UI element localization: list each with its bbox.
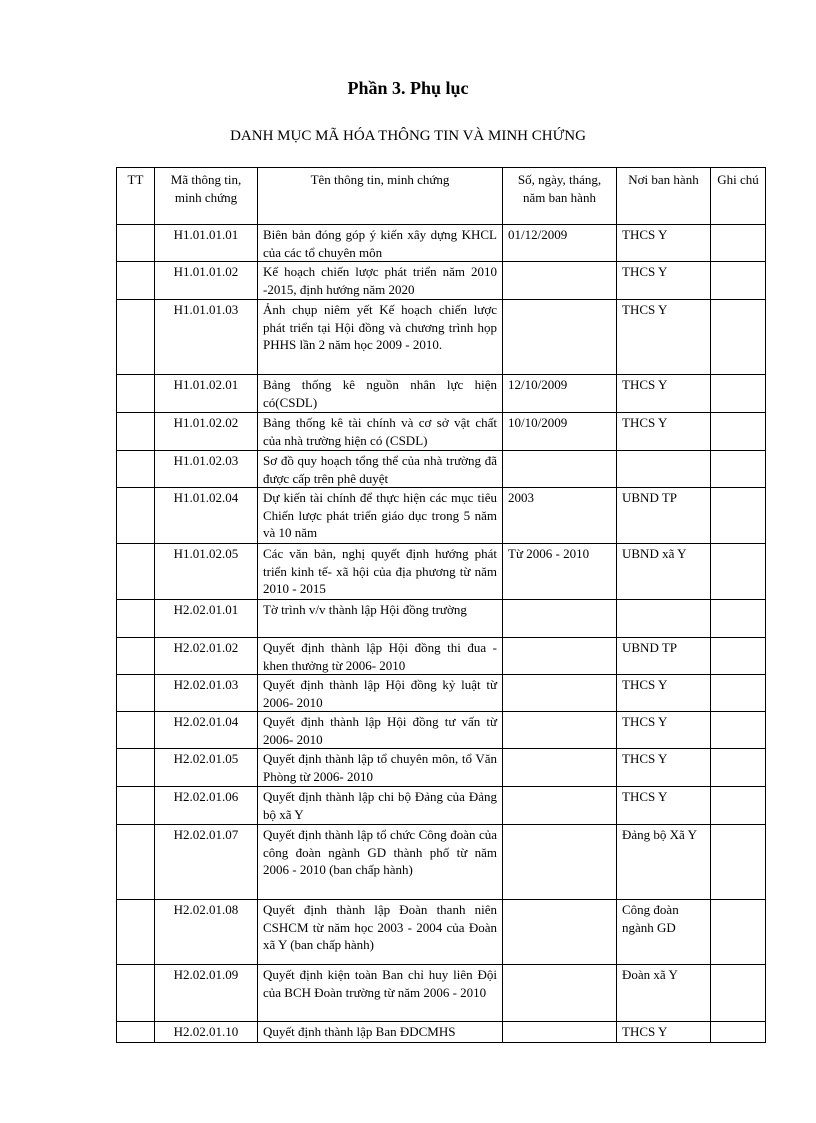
table-header-row (117, 168, 766, 225)
cell-org: UBND xã Y (617, 544, 711, 600)
cell-note (711, 787, 766, 825)
cell-code: H1.01.01.01 (155, 225, 258, 262)
cell-note (711, 600, 766, 638)
cell-name: Biên bản đóng góp ý kiến xây dựng KHCL của các tổ chuyên môn (258, 225, 503, 262)
cell-note (711, 712, 766, 749)
cell-note (711, 262, 766, 300)
cell-name: Bảng thống kê nguồn nhân lực hiện có(CSDL) (258, 375, 503, 413)
cell-date (503, 712, 617, 749)
cell-org: Đảng bộ Xã Y (617, 825, 711, 900)
cell-tt (117, 262, 155, 300)
cell-name: Sơ đồ quy hoạch tổng thể của nhà trường đã được cấp trên phê duyệt (258, 451, 503, 488)
cell-date (503, 900, 617, 965)
cell-note (711, 413, 766, 451)
cell-name: Các văn bản, nghị quyết định hướng phát triển kinh tế- xã hội của địa phương từ năm 2010 - 2015 (258, 544, 503, 600)
cell-name: Quyết định thành lập tổ chức Công đoàn của công đoàn ngành GD thành phố từ năm 2006 - 2010 (ban chấp hành) (258, 825, 503, 900)
cell-name: Ảnh chụp niêm yết Kế hoạch chiến lược phát triển tại Hội đồng và chương trình họp PHHS lần 2 năm học 2009 - 2010. (258, 300, 503, 375)
cell-name: Quyết định thành lập Ban ĐDCMHS (258, 1022, 503, 1043)
table-row (117, 638, 766, 675)
cell-code: H1.01.02.04 (155, 488, 258, 544)
cell-org: THCS Y (617, 712, 711, 749)
cell-note (711, 225, 766, 262)
cell-code: H2.02.01.08 (155, 900, 258, 965)
cell-note (711, 900, 766, 965)
table-row (117, 965, 766, 1022)
cell-tt (117, 638, 155, 675)
cell-name: Kế hoạch chiến lược phát triển năm 2010 -2015, định hướng năm 2020 (258, 262, 503, 300)
cell-tt (117, 675, 155, 712)
cell-org: UBND TP (617, 638, 711, 675)
cell-org: THCS Y (617, 675, 711, 712)
cell-tt (117, 544, 155, 600)
cell-date: 01/12/2009 (503, 225, 617, 262)
cell-org: THCS Y (617, 413, 711, 451)
cell-date (503, 825, 617, 900)
cell-date (503, 638, 617, 675)
cell-date: 10/10/2009 (503, 413, 617, 451)
header-org: Nơi ban hành (617, 168, 711, 225)
table-row (117, 413, 766, 451)
cell-date (503, 749, 617, 787)
page-subtitle: DANH MỤC MÃ HÓA THÔNG TIN VÀ MINH CHỨNG (230, 128, 586, 144)
cell-org: THCS Y (617, 262, 711, 300)
cell-code: H1.01.01.02 (155, 262, 258, 300)
table-row (117, 712, 766, 749)
cell-org: Đoàn xã Y (617, 965, 711, 1022)
table-row (117, 225, 766, 262)
cell-note (711, 825, 766, 900)
header-tt: TT (117, 168, 155, 225)
cell-code: H1.01.02.03 (155, 451, 258, 488)
cell-note (711, 300, 766, 375)
cell-date (503, 675, 617, 712)
cell-code: H2.02.01.09 (155, 965, 258, 1022)
cell-org: Công đoàn ngành GD (617, 900, 711, 965)
cell-note (711, 375, 766, 413)
cell-name: Quyết định thành lập Hội đồng thi đua - khen thưởng từ 2006- 2010 (258, 638, 503, 675)
cell-org: THCS Y (617, 749, 711, 787)
table-row (117, 300, 766, 375)
cell-org: THCS Y (617, 787, 711, 825)
table-row (117, 900, 766, 965)
cell-date (503, 787, 617, 825)
table-row (117, 600, 766, 638)
cell-date: Từ 2006 - 2010 (503, 544, 617, 600)
table-row (117, 262, 766, 300)
cell-date: 12/10/2009 (503, 375, 617, 413)
table-row (117, 787, 766, 825)
cell-tt (117, 300, 155, 375)
cell-note (711, 1022, 766, 1043)
header-name: Tên thông tin, minh chứng (258, 168, 503, 225)
table-row (117, 749, 766, 787)
table-row (117, 1022, 766, 1043)
cell-org: THCS Y (617, 300, 711, 375)
table-row (117, 544, 766, 600)
evidence-table (116, 167, 766, 1043)
header-date: Số, ngày, tháng, năm ban hành (503, 168, 617, 225)
cell-note (711, 544, 766, 600)
cell-note (711, 451, 766, 488)
cell-code: H1.01.02.05 (155, 544, 258, 600)
cell-date: 2003 (503, 488, 617, 544)
cell-code: H2.02.01.02 (155, 638, 258, 675)
cell-tt (117, 787, 155, 825)
cell-tt (117, 900, 155, 965)
cell-code: H2.02.01.05 (155, 749, 258, 787)
header-code: Mã thông tin, minh chứng (155, 168, 258, 225)
table-row (117, 375, 766, 413)
cell-name: Bảng thống kê tài chính và cơ sở vật chất của nhà trường hiện có (CSDL) (258, 413, 503, 451)
cell-tt (117, 825, 155, 900)
cell-code: H1.01.01.03 (155, 300, 258, 375)
cell-date (503, 965, 617, 1022)
cell-name: Quyết định thành lập chi bộ Đảng của Đảng bộ xã Y (258, 787, 503, 825)
cell-tt (117, 965, 155, 1022)
cell-tt (117, 413, 155, 451)
cell-tt (117, 451, 155, 488)
cell-note (711, 488, 766, 544)
cell-date (503, 262, 617, 300)
cell-code: H2.02.01.04 (155, 712, 258, 749)
cell-org (617, 600, 711, 638)
cell-tt (117, 1022, 155, 1043)
cell-org (617, 451, 711, 488)
cell-org: THCS Y (617, 225, 711, 262)
cell-org: THCS Y (617, 375, 711, 413)
cell-code: H2.02.01.01 (155, 600, 258, 638)
header-note: Ghi chú (711, 168, 766, 225)
cell-name: Tờ trình v/v thành lập Hội đồng trường (258, 600, 503, 638)
page-title: Phần 3. Phụ lục (347, 78, 469, 98)
cell-name: Quyết định thành lập Hội đồng tư vấn từ 2006- 2010 (258, 712, 503, 749)
cell-date (503, 600, 617, 638)
cell-tt (117, 749, 155, 787)
cell-code: H2.02.01.03 (155, 675, 258, 712)
cell-date (503, 1022, 617, 1043)
table-row (117, 488, 766, 544)
cell-note (711, 675, 766, 712)
cell-tt (117, 488, 155, 544)
cell-date (503, 451, 617, 488)
cell-date (503, 300, 617, 375)
cell-code: H1.01.02.01 (155, 375, 258, 413)
cell-note (711, 749, 766, 787)
cell-name: Quyết định thành lập Đoàn thanh niên CSHCM từ năm học 2003 - 2004 của Đoàn xã Y (ban chấp hành) (258, 900, 503, 965)
table-row (117, 825, 766, 900)
cell-org: UBND TP (617, 488, 711, 544)
cell-name: Quyết định kiện toàn Ban chỉ huy liên Đội của BCH Đoàn trường từ năm 2006 - 2010 (258, 965, 503, 1022)
cell-code: H2.02.01.07 (155, 825, 258, 900)
cell-note (711, 965, 766, 1022)
cell-tt (117, 600, 155, 638)
cell-tt (117, 712, 155, 749)
cell-code: H1.01.02.02 (155, 413, 258, 451)
cell-org: THCS Y (617, 1022, 711, 1043)
cell-name: Dự kiến tài chính để thực hiện các mục tiêu Chiến lược phát triển giáo dục trong 5 năm và 10 năm (258, 488, 503, 544)
cell-name: Quyết định thành lập Hội đồng kỷ luật từ 2006- 2010 (258, 675, 503, 712)
cell-note (711, 638, 766, 675)
cell-name: Quyết định thành lập tổ chuyên môn, tổ Văn Phòng từ 2006- 2010 (258, 749, 503, 787)
cell-tt (117, 225, 155, 262)
table-row (117, 451, 766, 488)
cell-tt (117, 375, 155, 413)
table-row (117, 675, 766, 712)
cell-code: H2.02.01.06 (155, 787, 258, 825)
cell-code: H2.02.01.10 (155, 1022, 258, 1043)
